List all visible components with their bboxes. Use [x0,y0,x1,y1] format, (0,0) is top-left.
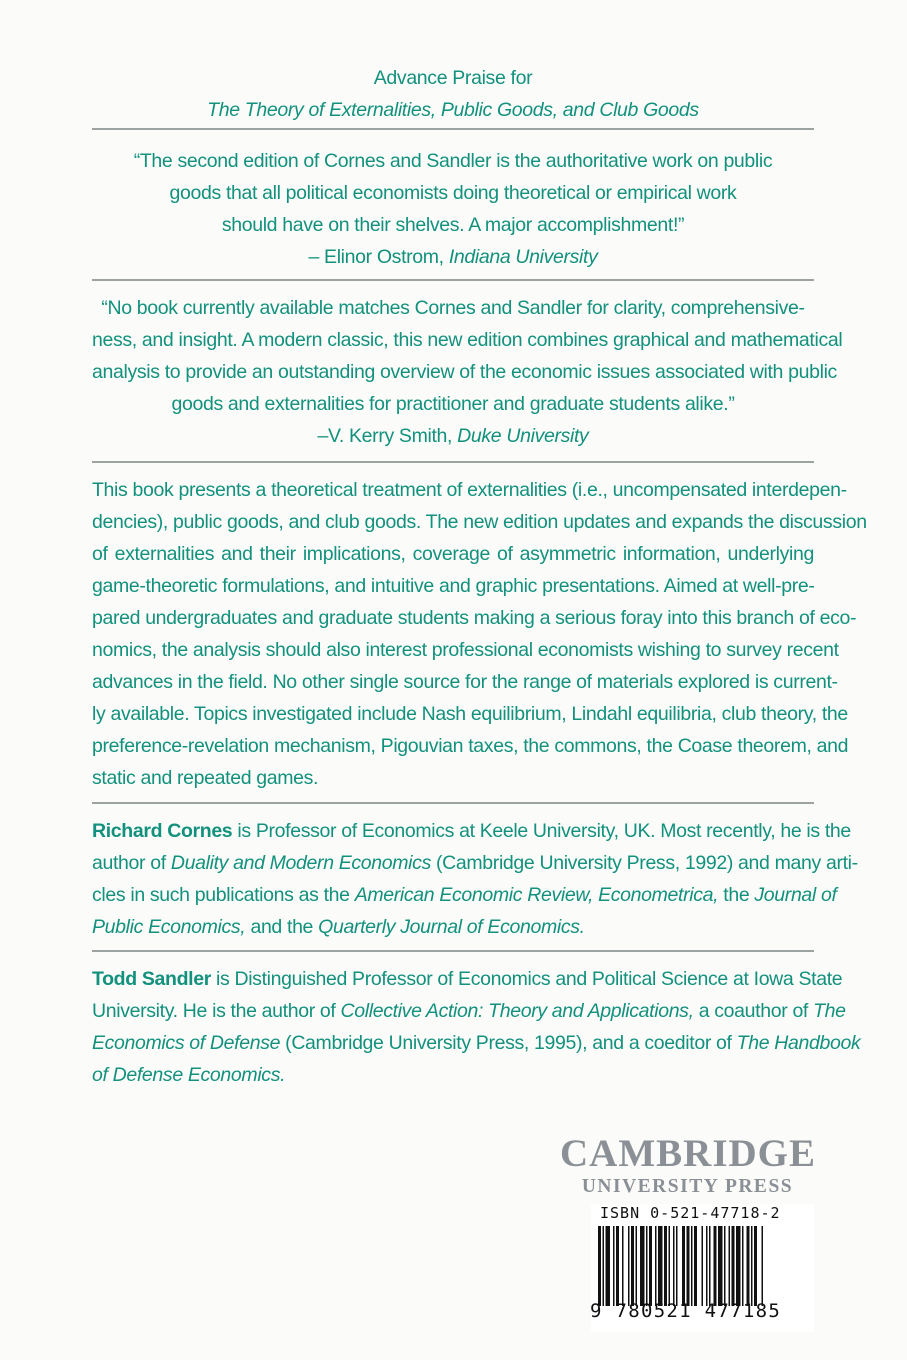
bio-line: Richard Cornes is Professor of Economics at Keele University, UK. Most recently, he is the [92,820,851,842]
barcode-bar [694,1226,697,1306]
barcode-bar [649,1226,652,1306]
quote-line: goods and externalities for practitioner and graduate students alike.” [171,393,735,415]
barcode-bar [724,1226,726,1306]
quote-line: should have on their shelves. A major accomplishment!” [221,214,685,236]
description-line: game-theoretic formulations, and intuitive and graphic presentations. Aimed at well-pre- [92,575,815,597]
barcode-bar [762,1226,764,1306]
divider [92,279,814,281]
description-line: ly available. Topics investigated include Nash equilibrium, Lindahl equilibria, club theory, the [92,703,848,725]
barcode-icon [598,1226,810,1306]
advance-praise-header [92,62,814,126]
barcode-bar [742,1226,744,1306]
barcode-bar [714,1226,717,1306]
praise-quote-ostrom [92,145,814,273]
barcode-bar [616,1226,619,1306]
quote-line: ness, and insight. A modern classic, this new edition combines graphical and mathematical [92,329,843,351]
publisher-subtitle: UNIVERSITY PRESS [581,1176,794,1197]
author-name: Richard Cornes [92,820,233,842]
barcode-bar [687,1226,690,1306]
barcode-bar [646,1226,648,1306]
barcode-bar [613,1226,615,1306]
barcode-bar [706,1226,708,1306]
divider [92,950,814,952]
barcode-bar [729,1226,731,1306]
barcode-bar [673,1226,675,1306]
barcode-bar [598,1226,601,1306]
barcode-bar [702,1226,704,1306]
publisher-logo [560,1133,815,1199]
divider [92,128,814,130]
barcode-bar [622,1226,624,1306]
bio-line: University. He is the author of Collective Action: Theory and Applications, a coauthor of The [92,1000,846,1022]
book-description [92,474,867,794]
barcode-bar [732,1226,735,1306]
barcode-bar [751,1226,753,1306]
description-line: preference-revelation mechanism, Pigouvian taxes, the commons, the Coase theorem, and [92,735,849,757]
barcode-bar [664,1226,667,1306]
barcode-bar [658,1226,663,1306]
quote-line: goods that all political economists doing theoretical or empirical work [169,182,737,204]
isbn-label: ISBN 0-521-47718-2 [600,1204,781,1222]
quote-attribution: –V. Kerry Smith, Duke University [317,425,589,447]
bio-line: Economics of Defense (Cambridge University Press, 1995), and a coeditor of The Handbook [92,1032,861,1054]
barcode-bar [718,1226,723,1306]
praise-quote-smith [92,292,843,452]
barcode-bar [655,1226,657,1306]
divider [92,802,814,804]
bio-line: Todd Sandler is Distinguished Professor of Economics and Political Science at Iowa State [92,968,843,990]
quote-line: “No book currently available matches Cornes and Sandler for clarity, comprehensive- [101,297,805,319]
bio-line: Public Economics, and the Quarterly Journal of Economics. [92,916,585,938]
barcode-bar [628,1226,630,1306]
quote-line: “The second edition of Cornes and Sandler is the authoritative work on public [133,150,773,172]
barcode-bar [754,1226,757,1306]
description-line: advances in the field. No other single source for the range of materials explored is current- [92,671,838,693]
advance-praise-label: Advance Praise for [373,67,533,89]
barcode-bar [676,1226,678,1306]
book-title: The Theory of Externalities, Public Goods, and Club Goods [207,99,699,121]
description-line: of externalities and their implications, coverage of asymmetric information, underlying [92,543,814,565]
description-line: pared undergraduates and graduate students making a serious foray into this branch of eco- [92,607,857,629]
author-name: Todd Sandler [92,968,211,990]
bio-line: of Defense Economics. [92,1064,286,1086]
barcode-bar [640,1226,645,1306]
bio-line: cles in such publications as the American Economic Review, Econometrica, the Journal of [92,884,837,906]
description-line: dencies), public goods, and club goods. The new edition updates and expands the discussion [92,511,867,533]
quote-attribution: – Elinor Ostrom, Indiana University [308,246,598,268]
description-line: This book presents a theoretical treatment of externalities (i.e., uncompensated interdepen- [92,479,847,501]
barcode-bar [682,1226,685,1306]
barcode-bar [603,1226,605,1306]
barcode-bar [636,1226,638,1306]
author-bio-sandler [92,963,861,1091]
barcode-bar [736,1226,741,1306]
barcode-bar [631,1226,634,1306]
description-line: nomics, the analysis should also interest professional economists wishing to survey recent [92,639,839,661]
bio-line: author of Duality and Modern Economics (Cambridge University Press, 1992) and many arti- [92,852,858,874]
description-line: static and repeated games. [92,767,319,789]
barcode-bar [669,1226,671,1306]
author-bio-cornes [92,815,858,943]
barcode-bar [606,1226,611,1306]
divider [92,461,814,463]
publisher-name: CAMBRIDGE [560,1132,817,1175]
barcode-bar [747,1226,750,1306]
ean-number: 9 780521 477185 [590,1300,782,1322]
quote-line: analysis to provide an outstanding overview of the economic issues associated with public [92,361,837,383]
barcode-bar [709,1226,711,1306]
barcode-bar [691,1226,693,1306]
